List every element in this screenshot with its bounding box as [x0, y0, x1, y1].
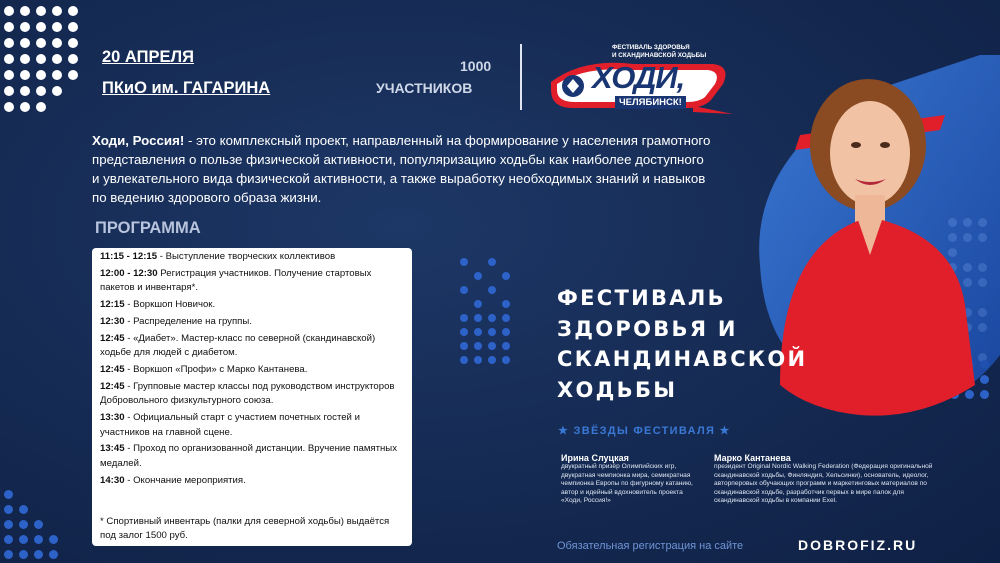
- program-item: [100, 315, 405, 330]
- decor-dot: [502, 272, 510, 280]
- decor-dot: [36, 38, 46, 48]
- program-item-time: 11:15 - 12:15: [100, 251, 158, 262]
- decor-dot: [4, 38, 14, 48]
- logo-subtitle-line2: И СКАНДИНАВСКОЙ ХОДЬБЫ: [612, 52, 707, 59]
- decor-dot: [488, 328, 496, 336]
- decor-dot: [52, 70, 62, 80]
- decor-dot: [4, 520, 13, 529]
- program-item: [100, 363, 405, 378]
- program-item: [100, 250, 405, 265]
- decor-dot: [68, 6, 78, 16]
- program-item: [100, 332, 405, 361]
- participants-label: УЧАСТНИКОВ: [376, 80, 473, 96]
- program-item: [100, 442, 405, 471]
- decor-dot: [34, 550, 43, 559]
- program-item-text: - Окончание мероприятия.: [124, 474, 246, 486]
- program-item-time: 13:45: [100, 443, 125, 455]
- decor-dot: [68, 70, 78, 80]
- decor-dot: [4, 54, 14, 64]
- program-title: ПРОГРАММА: [95, 219, 201, 237]
- person-name: Марко Кантанева: [714, 453, 791, 463]
- decor-dot: [488, 314, 496, 322]
- program-item-time: 12:30: [100, 315, 125, 327]
- decor-dot: [4, 22, 14, 32]
- intro-lead: Ходи, Россия!: [92, 133, 185, 148]
- decor-dot: [34, 535, 43, 544]
- decor-dot: [20, 54, 30, 64]
- program-item-text: - Воркшоп «Профи» с Марко Кантанева.: [124, 363, 308, 375]
- festival-title-line2: ЗДОРОВЬЯ И: [557, 316, 738, 341]
- decor-dot: [20, 86, 30, 96]
- logo-subtitle-line1: ФЕСТИВАЛЬ ЗДОРОВЬЯ: [612, 44, 690, 51]
- logo-main-text: ХОДИ,: [592, 60, 685, 95]
- person-card-slutskaya: [561, 453, 701, 506]
- portrait-image: [740, 55, 1000, 475]
- decor-dot: [36, 6, 46, 16]
- decor-dot: [460, 342, 468, 350]
- decor-dot: [36, 70, 46, 80]
- festival-title-line3: СКАНДИНАВСКОЙ: [557, 347, 808, 371]
- decor-dot: [36, 86, 46, 96]
- program-item-time: 14:30: [100, 474, 125, 486]
- decor-dot: [488, 286, 496, 294]
- decor-dot: [52, 22, 62, 32]
- logo-subtitle: [612, 44, 712, 60]
- decor-dot: [68, 22, 78, 32]
- decor-dot: [460, 286, 468, 294]
- decor-dot: [502, 342, 510, 350]
- program-item-time: 12:45: [100, 332, 125, 344]
- decor-dot: [488, 342, 496, 350]
- program-item-text: Регистрация участников. Получение стартовых пакетов и инвентаря*.: [100, 267, 372, 294]
- decor-dot: [68, 38, 78, 48]
- program-item: [100, 474, 405, 489]
- decor-dot: [4, 505, 13, 514]
- decor-dot: [4, 70, 14, 80]
- program-item-time: 12:45: [100, 363, 125, 375]
- decor-dot: [20, 6, 30, 16]
- program-item-text: - Групповые мастер классы под руководством инструкторов Добровольного физкультурного союза.: [100, 380, 395, 407]
- program-item: [100, 380, 405, 409]
- program-item-text: - «Диабет». Мастер-класс по северной (скандинавской) ходьбе для людей с диабетом.: [100, 332, 376, 359]
- decor-dot: [460, 356, 468, 364]
- program-item-text: - Распределение на группы.: [124, 315, 252, 327]
- intro-text: - это комплексный проект, направленный на формирование у населения грамотного представления о пользе физической активности, популяризацию ходьбы как наиболее доступного и увлекательного вида физической активности, а также выработку необходимых знаний и навыков по ведению здорового образа жизни.: [92, 133, 711, 205]
- program-item-text: - Проход по организованной дистанции. Вручение памятных медалей.: [100, 443, 398, 469]
- decor-dot: [68, 54, 78, 64]
- program-item-text: - Выступление творческих коллективов: [157, 251, 336, 262]
- decor-dot: [49, 535, 58, 544]
- decor-dot: [488, 258, 496, 266]
- festival-title: [557, 283, 857, 405]
- program-item: [100, 411, 405, 440]
- logo-city: ЧЕЛЯБИНСК!: [615, 96, 686, 109]
- decor-dot: [49, 550, 58, 559]
- program-item: [100, 298, 405, 313]
- decor-dot: [488, 356, 496, 364]
- decor-dot: [460, 258, 468, 266]
- decor-dot: [502, 328, 510, 336]
- event-date: 20 АПРЕЛЯ: [102, 48, 194, 66]
- program-item-time: 12:00 - 12:30: [100, 267, 158, 279]
- decor-dot: [19, 535, 28, 544]
- decor-dot: [4, 550, 13, 559]
- program-note: * Спортивный инвентарь (палки для северной ходьбы) выдаётся под залог 1500 руб.: [100, 516, 390, 541]
- decor-dot: [34, 520, 43, 529]
- decor-dot: [474, 314, 482, 322]
- website-link[interactable]: DOBROFIZ.RU: [798, 537, 918, 553]
- intro-paragraph: [92, 131, 712, 207]
- decor-dot: [52, 86, 62, 96]
- decor-dot: [20, 102, 30, 112]
- festival-title-line1: ФЕСТИВАЛЬ: [557, 286, 726, 310]
- decor-dot: [4, 102, 14, 112]
- decor-dot: [502, 300, 510, 308]
- decor-dot: [52, 54, 62, 64]
- festival-title-line4: ХОДЬБЫ: [557, 377, 678, 402]
- decor-dot: [460, 314, 468, 322]
- decor-dot: [474, 356, 482, 364]
- decor-dot: [4, 490, 13, 499]
- decor-dot: [474, 272, 482, 280]
- program-item-text: - Воркшоп Новичок.: [124, 299, 216, 311]
- decor-dot: [19, 505, 28, 514]
- decor-dot: [4, 535, 13, 544]
- decor-dot: [52, 6, 62, 16]
- festival-stars-label: ★ ЗВЁЗДЫ ФЕСТИВАЛЯ ★: [558, 425, 731, 437]
- person-card-kantaneva: [714, 453, 944, 506]
- decor-dot: [36, 22, 46, 32]
- person-name: Ирина Слуцкая: [561, 453, 629, 463]
- program-item: [100, 267, 405, 296]
- decor-dot: [36, 102, 46, 112]
- program-list: [100, 250, 405, 490]
- decor-dot: [460, 328, 468, 336]
- program-item-time: 12:15: [100, 299, 125, 311]
- header-divider: [520, 44, 522, 110]
- participants-number: 1000: [460, 58, 492, 74]
- decor-dot: [4, 6, 14, 16]
- decor-dot: [52, 38, 62, 48]
- decor-dot: [4, 86, 14, 96]
- decor-dot: [20, 22, 30, 32]
- event-venue: ПКиО им. ГАГАРИНА: [102, 79, 271, 97]
- program-item-time: 12:45: [100, 380, 125, 392]
- decor-dot: [36, 54, 46, 64]
- program-item-time: 13:30: [100, 412, 125, 424]
- registration-note: Обязательная регистрация на сайте: [557, 540, 744, 552]
- decor-dot: [19, 520, 28, 529]
- decor-dot: [20, 38, 30, 48]
- decor-dot: [20, 70, 30, 80]
- decor-dot: [502, 314, 510, 322]
- decor-dot: [474, 342, 482, 350]
- decor-dot: [474, 300, 482, 308]
- decor-dot: [19, 550, 28, 559]
- person-description: двукратный призёр Олимпийских игр, двукратная чемпионка мира, семикратная чемпионка Европы по фигурному катанию, автор и идейный вдохновитель проекта «Ходи, Россия!»: [561, 463, 693, 505]
- program-item-text: - Официальный старт с участием почетных гостей и участников на главной сцене.: [100, 412, 360, 438]
- person-description: президент Original Nordic Walking Federation (Федерация оригинальной скандинавской ходьбы, Финляндия, Хельсинки), основатель, идеолог, авторперовых обучающих программ и маркетинговых материалов по скандинавской ходьбе, разработчик первых в мире палок для скандинавской ходьбы в компании Exel.: [714, 463, 933, 505]
- decor-dot: [502, 356, 510, 364]
- decor-dot: [474, 328, 482, 336]
